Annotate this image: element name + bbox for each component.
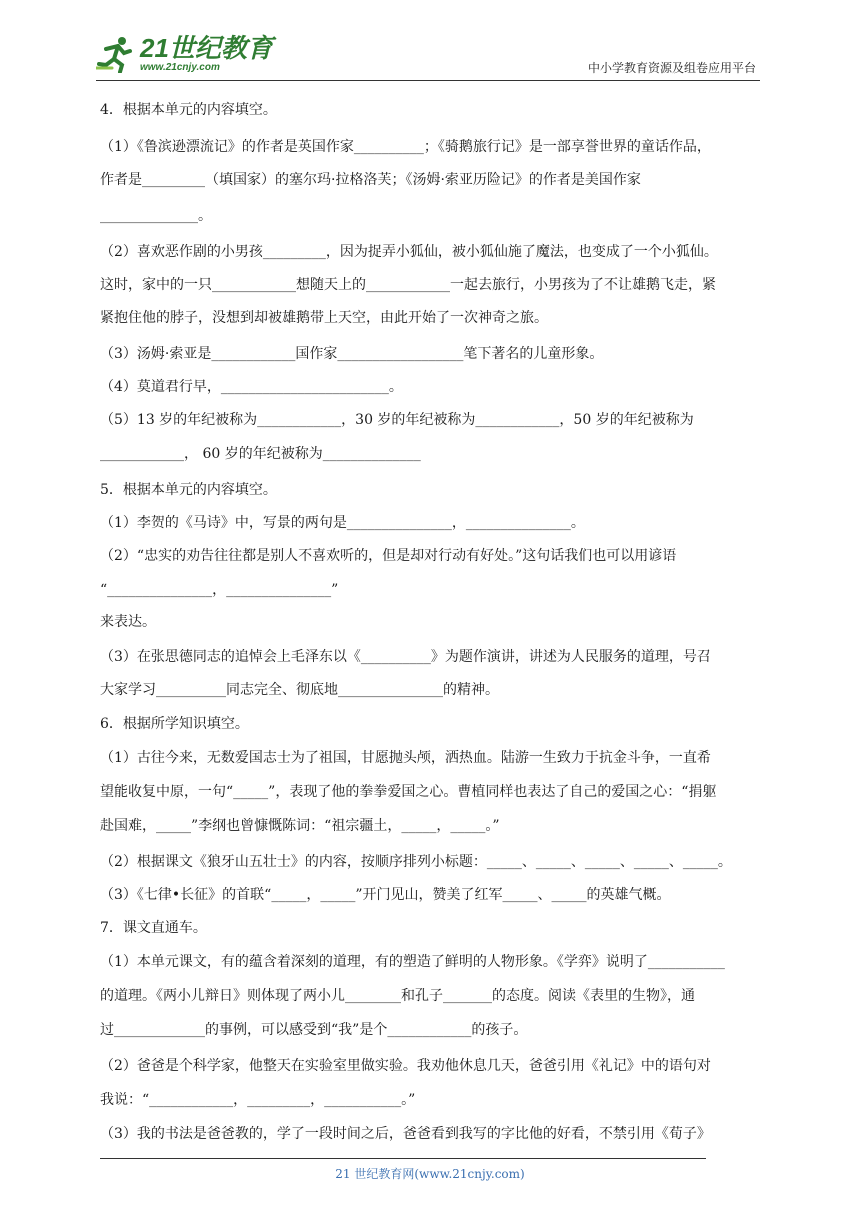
logo — [96, 34, 273, 74]
logo-url: www.21cnjy.com — [140, 62, 220, 73]
text-line: 大家学习__________同志完全、彻底地_______________的精神。 — [100, 682, 499, 698]
page-footer: 21 世纪教育网(www.21cnjy.com) — [335, 1167, 525, 1181]
text-line: 过_____________的事例，可以感受到“我”是个____________的孩子。 — [100, 1022, 528, 1038]
text-line: （2）“忠实的劝告往往都是别人不喜欢听的，但是却对行动有好处。”这句话我们也可以用谚语 — [100, 548, 677, 564]
text-line: 7．课文直通车。 — [100, 920, 207, 936]
text-line: （3）我的书法是爸爸教的，学了一段时间之后，爸爸看到我写的字比他的好看，不禁引用《荀子》 — [100, 1126, 711, 1142]
text-line: 赴国难，_____”李纲也曾慷慨陈词：“祖宗疆土，_____，_____。” — [100, 818, 500, 834]
text-line: ____________， 60 岁的年纪被称为______________ — [100, 446, 421, 462]
text-line: （1）李贺的《马诗》中，写景的两句是_______________，_______________。 — [100, 515, 585, 531]
text-line: （1）本单元课文，有的蕴含着深刻的道理，有的塑造了鲜明的人物形象。《学弈》说明了___________ — [100, 954, 725, 970]
text-line: （3）《七律•长征》的首联“_____，_____”开门见山，赞美了红军_____、_____的英雄气概。 — [100, 887, 671, 903]
text-line: 来表达。 — [100, 614, 156, 630]
text-line: “_______________，_______________” — [100, 582, 339, 598]
text-line: 作者是_________（填国家）的塞尔玛·拉格洛芙；《汤姆·索亚历险记》的作者是美国作家 — [100, 172, 641, 188]
text-line: （2）爸爸是个科学家，他整天在实验室里做实验。我劝他休息几天，爸爸引用《礼记》中的语句对 — [100, 1058, 711, 1074]
text-line: 5．根据本单元的内容填空。 — [100, 482, 277, 498]
text-line: （3）汤姆·索亚是____________国作家__________________笔下著名的儿童形象。 — [100, 346, 604, 362]
text-line: （1）古往今来，无数爱国志士为了祖国，甘愿抛头颅，洒热血。陆游一生致力于抗金斗争，一直希 — [100, 750, 711, 766]
text-line: （4）莫道君行早，________________________。 — [100, 379, 403, 395]
text-line: 6．根据所学知识填空。 — [100, 716, 249, 732]
text-line: 望能收复中原，一句“_____”，表现了他的拳拳爱国之心。曹植同样也表达了自己的爱国之心：“捐躯 — [100, 784, 717, 800]
platform-name: 中小学教育资源及组卷应用平台 — [587, 61, 756, 75]
text-line: 4．根据本单元的内容填空。 — [100, 102, 277, 118]
text-line: （3）在张思德同志的追悼会上毛泽东以《__________》为题作演讲，讲述为人民服务的道理，号召 — [100, 649, 711, 665]
runner-logo-icon — [96, 35, 136, 73]
logo-title: 21世纪教育 — [140, 33, 273, 63]
text-line: （5）13 岁的年纪被称为____________，30 岁的年纪被称为____________，50 岁的年纪被称为 — [100, 412, 694, 428]
text-line: 我说：“____________，_________，___________。” — [100, 1092, 416, 1108]
text-line: （2）根据课文《狼牙山五壮士》的内容，按顺序排列小标题：_____、_____、_____、_____、_____。 — [100, 854, 732, 870]
text-line: （1）《鲁滨逊漂流记》的作者是英国作家__________；《骑鹅旅行记》是一部享誉世界的童话作品， — [100, 139, 711, 155]
text-line: 的道理。《两小儿辩日》则体现了两小儿________和孔子_______的态度。阅读《表里的生物》，通 — [100, 988, 695, 1004]
text-line: 紧抱住他的脖子，没想到却被雄鹅带上天空，由此开始了一次神奇之旅。 — [100, 310, 548, 326]
page-header — [96, 30, 760, 81]
text-line: （2）喜欢恶作剧的小男孩_________，因为捉弄小狐仙，被小狐仙施了魔法，也变成了一个小狐仙。 — [100, 244, 718, 260]
footer-divider — [100, 1158, 706, 1159]
text-line: 这时，家中的一只____________想随天上的____________一起去旅行，小男孩为了不让雄鹅飞走，紧 — [100, 277, 716, 293]
text-line: ______________。 — [100, 208, 212, 224]
